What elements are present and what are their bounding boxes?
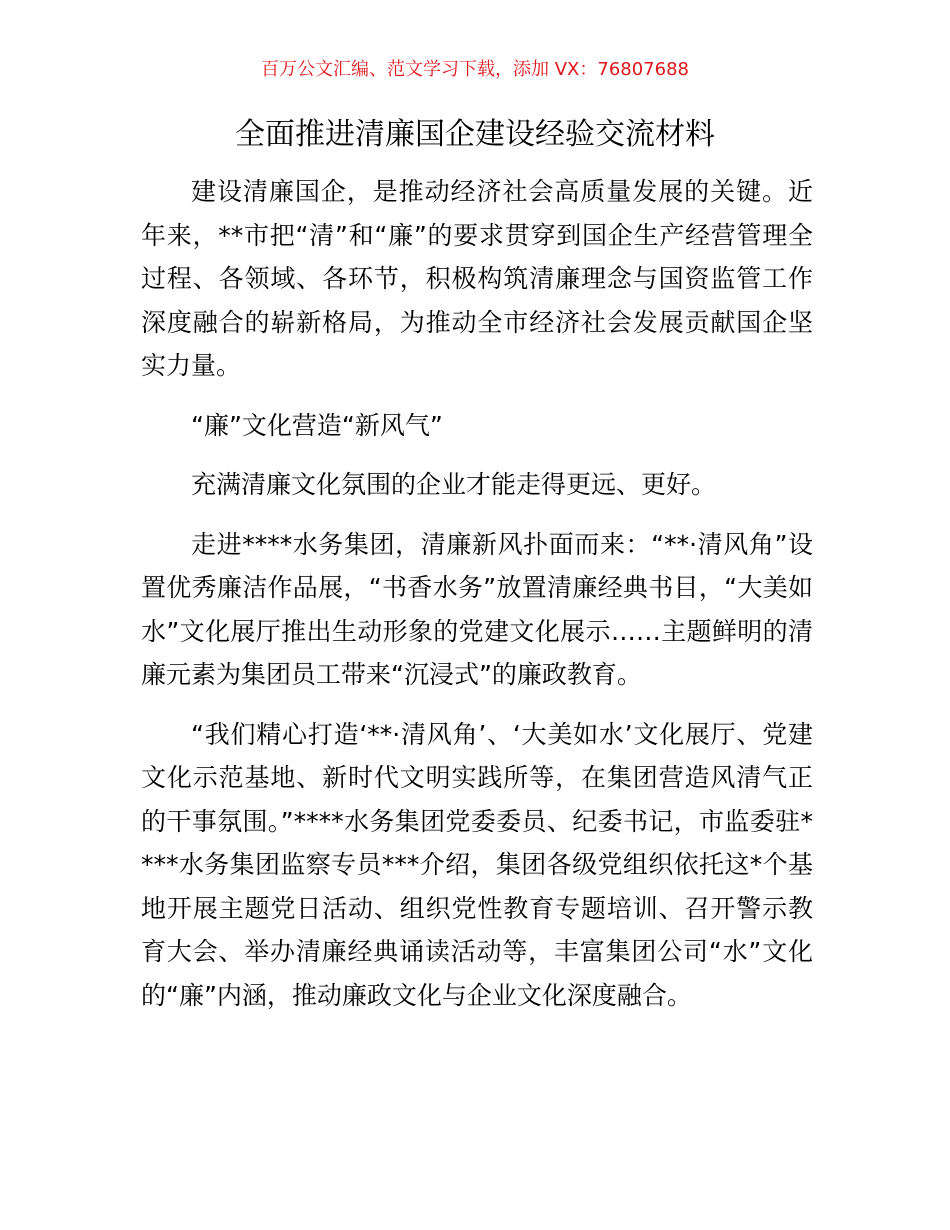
document-title: 全面推进清廉国企建设经验交流材料	[235, 117, 715, 152]
paragraph-lead: 充满清廉文化氛围的企业才能走得更远、更好。	[191, 470, 717, 499]
document-body	[141, 170, 813, 1017]
paragraph-water-group: 走进****水务集团，清廉新风扑面而来：“**·清风角”设置优秀廉洁作品展，“书香水务”放置清廉经典书目，“大美如水”文化展厅推出生动形象的党建文化展示……主题鲜明的清廉元素为集团员工带来“沉浸式”的廉政教育。	[141, 529, 813, 689]
paragraph-intro: 建设清廉国企，是推动经济社会高质量发展的关键。近年来，**市把“清”和“廉”的要求贯穿到国企生产经营管理全过程、各领域、各环节，积极构筑清廉理念与国资监管工作深度融合的崭新格局，为推动全市经济社会发展贡献国企坚实力量。	[141, 177, 813, 380]
header-watermark: 百万公文汇编、范文学习下载，添加 VX：76807688	[261, 59, 689, 80]
section-heading: “廉”文化营造“新风气”	[191, 410, 443, 440]
paragraph-quote: “我们精心打造‘**·清风角’、‘大美如水’文化展厅、党建文化示范基地、新时代文明实践所等，在集团营造风清气正的干事氛围。”****水务集团党委委员、纪委书记，市监委驻****水务集团监察专员***介绍，集团各级党组织依托这*个基地开展主题党日活动、组织党性教育专题培训、召开警示教育大会、举办清廉经典诵读活动等，丰富集团公司“水”文化的“廉”内涵，推动廉政文化与企业文化深度融合。	[141, 719, 813, 1010]
